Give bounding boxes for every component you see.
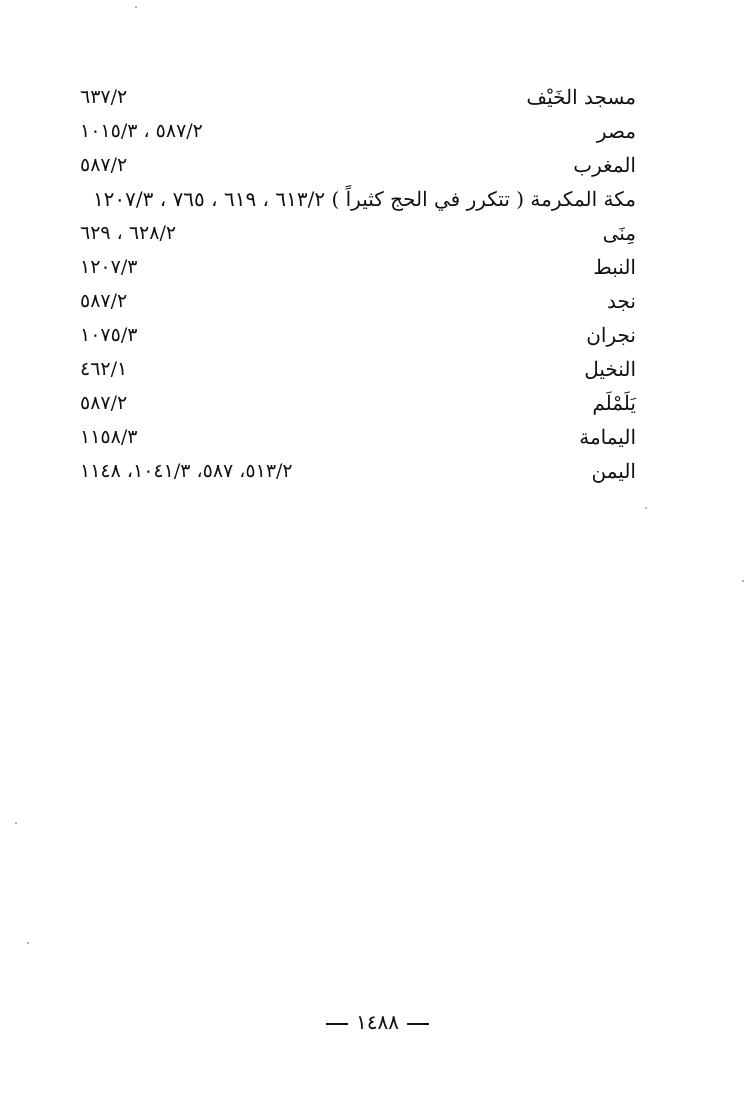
index-entry — [80, 182, 636, 216]
page-references: ٥٨٧/٢ — [80, 290, 128, 312]
place-name: مسجد الخَيْف — [526, 85, 636, 109]
place-name: اليمن — [591, 459, 636, 483]
place-name: مصر — [596, 119, 636, 143]
scan-speck — [135, 6, 137, 8]
page-number-footer — [0, 1010, 755, 1034]
index-entry — [80, 216, 636, 250]
place-index-list — [80, 80, 636, 488]
page-references: ١١٥٨/٣ — [80, 426, 138, 448]
place-name: المغرب — [573, 153, 636, 177]
dash-decoration — [326, 1023, 348, 1025]
place-name: نجد — [607, 289, 636, 313]
page-references: ١٢٠٧/٣ — [80, 256, 138, 278]
place-name: مكة المكرمة ( تتكرر في الحج كثيراً ) ٦١٣/٢ ، ٦١٩ ، ٧٦٥ ، ١٢٠٧/٣ — [92, 187, 636, 211]
index-entry — [80, 352, 636, 386]
page-references: ١٠٧٥/٣ — [80, 324, 138, 346]
page-references: ٥٨٧/٢ ، ١٠١٥/٣ — [80, 120, 203, 142]
scan-speck — [645, 507, 647, 509]
place-name: نجران — [586, 323, 636, 347]
index-entry — [80, 80, 636, 114]
page-number: ١٤٨٨ — [356, 1010, 399, 1034]
index-entry — [80, 386, 636, 420]
index-entry — [80, 454, 636, 488]
index-entry — [80, 114, 636, 148]
page-references: ٤٦٢/١ — [80, 358, 128, 380]
place-name: يَلَمْلَم — [592, 391, 636, 415]
page-references: ٦٢٨/٢ ، ٦٢٩ — [80, 222, 177, 244]
page-references: ٥٨٧/٢ — [80, 392, 128, 414]
place-name: مِنَى — [602, 221, 636, 245]
page-references: ٥١٣/٢، ٥٨٧، ١٠٤١/٣، ١١٤٨ — [80, 460, 293, 482]
index-entry — [80, 250, 636, 284]
index-entry — [80, 148, 636, 182]
index-entry — [80, 318, 636, 352]
dash-decoration — [407, 1023, 429, 1025]
index-entry — [80, 420, 636, 454]
scan-speck — [742, 580, 744, 582]
page-references: ٦٣٧/٢ — [80, 86, 128, 108]
place-name: اليمامة — [579, 425, 636, 449]
index-entry — [80, 284, 636, 318]
page-references: ٥٨٧/٢ — [80, 154, 128, 176]
scan-speck — [27, 942, 29, 944]
place-name: النبط — [593, 255, 636, 279]
scan-speck — [15, 822, 17, 824]
place-name: النخيل — [584, 357, 636, 381]
